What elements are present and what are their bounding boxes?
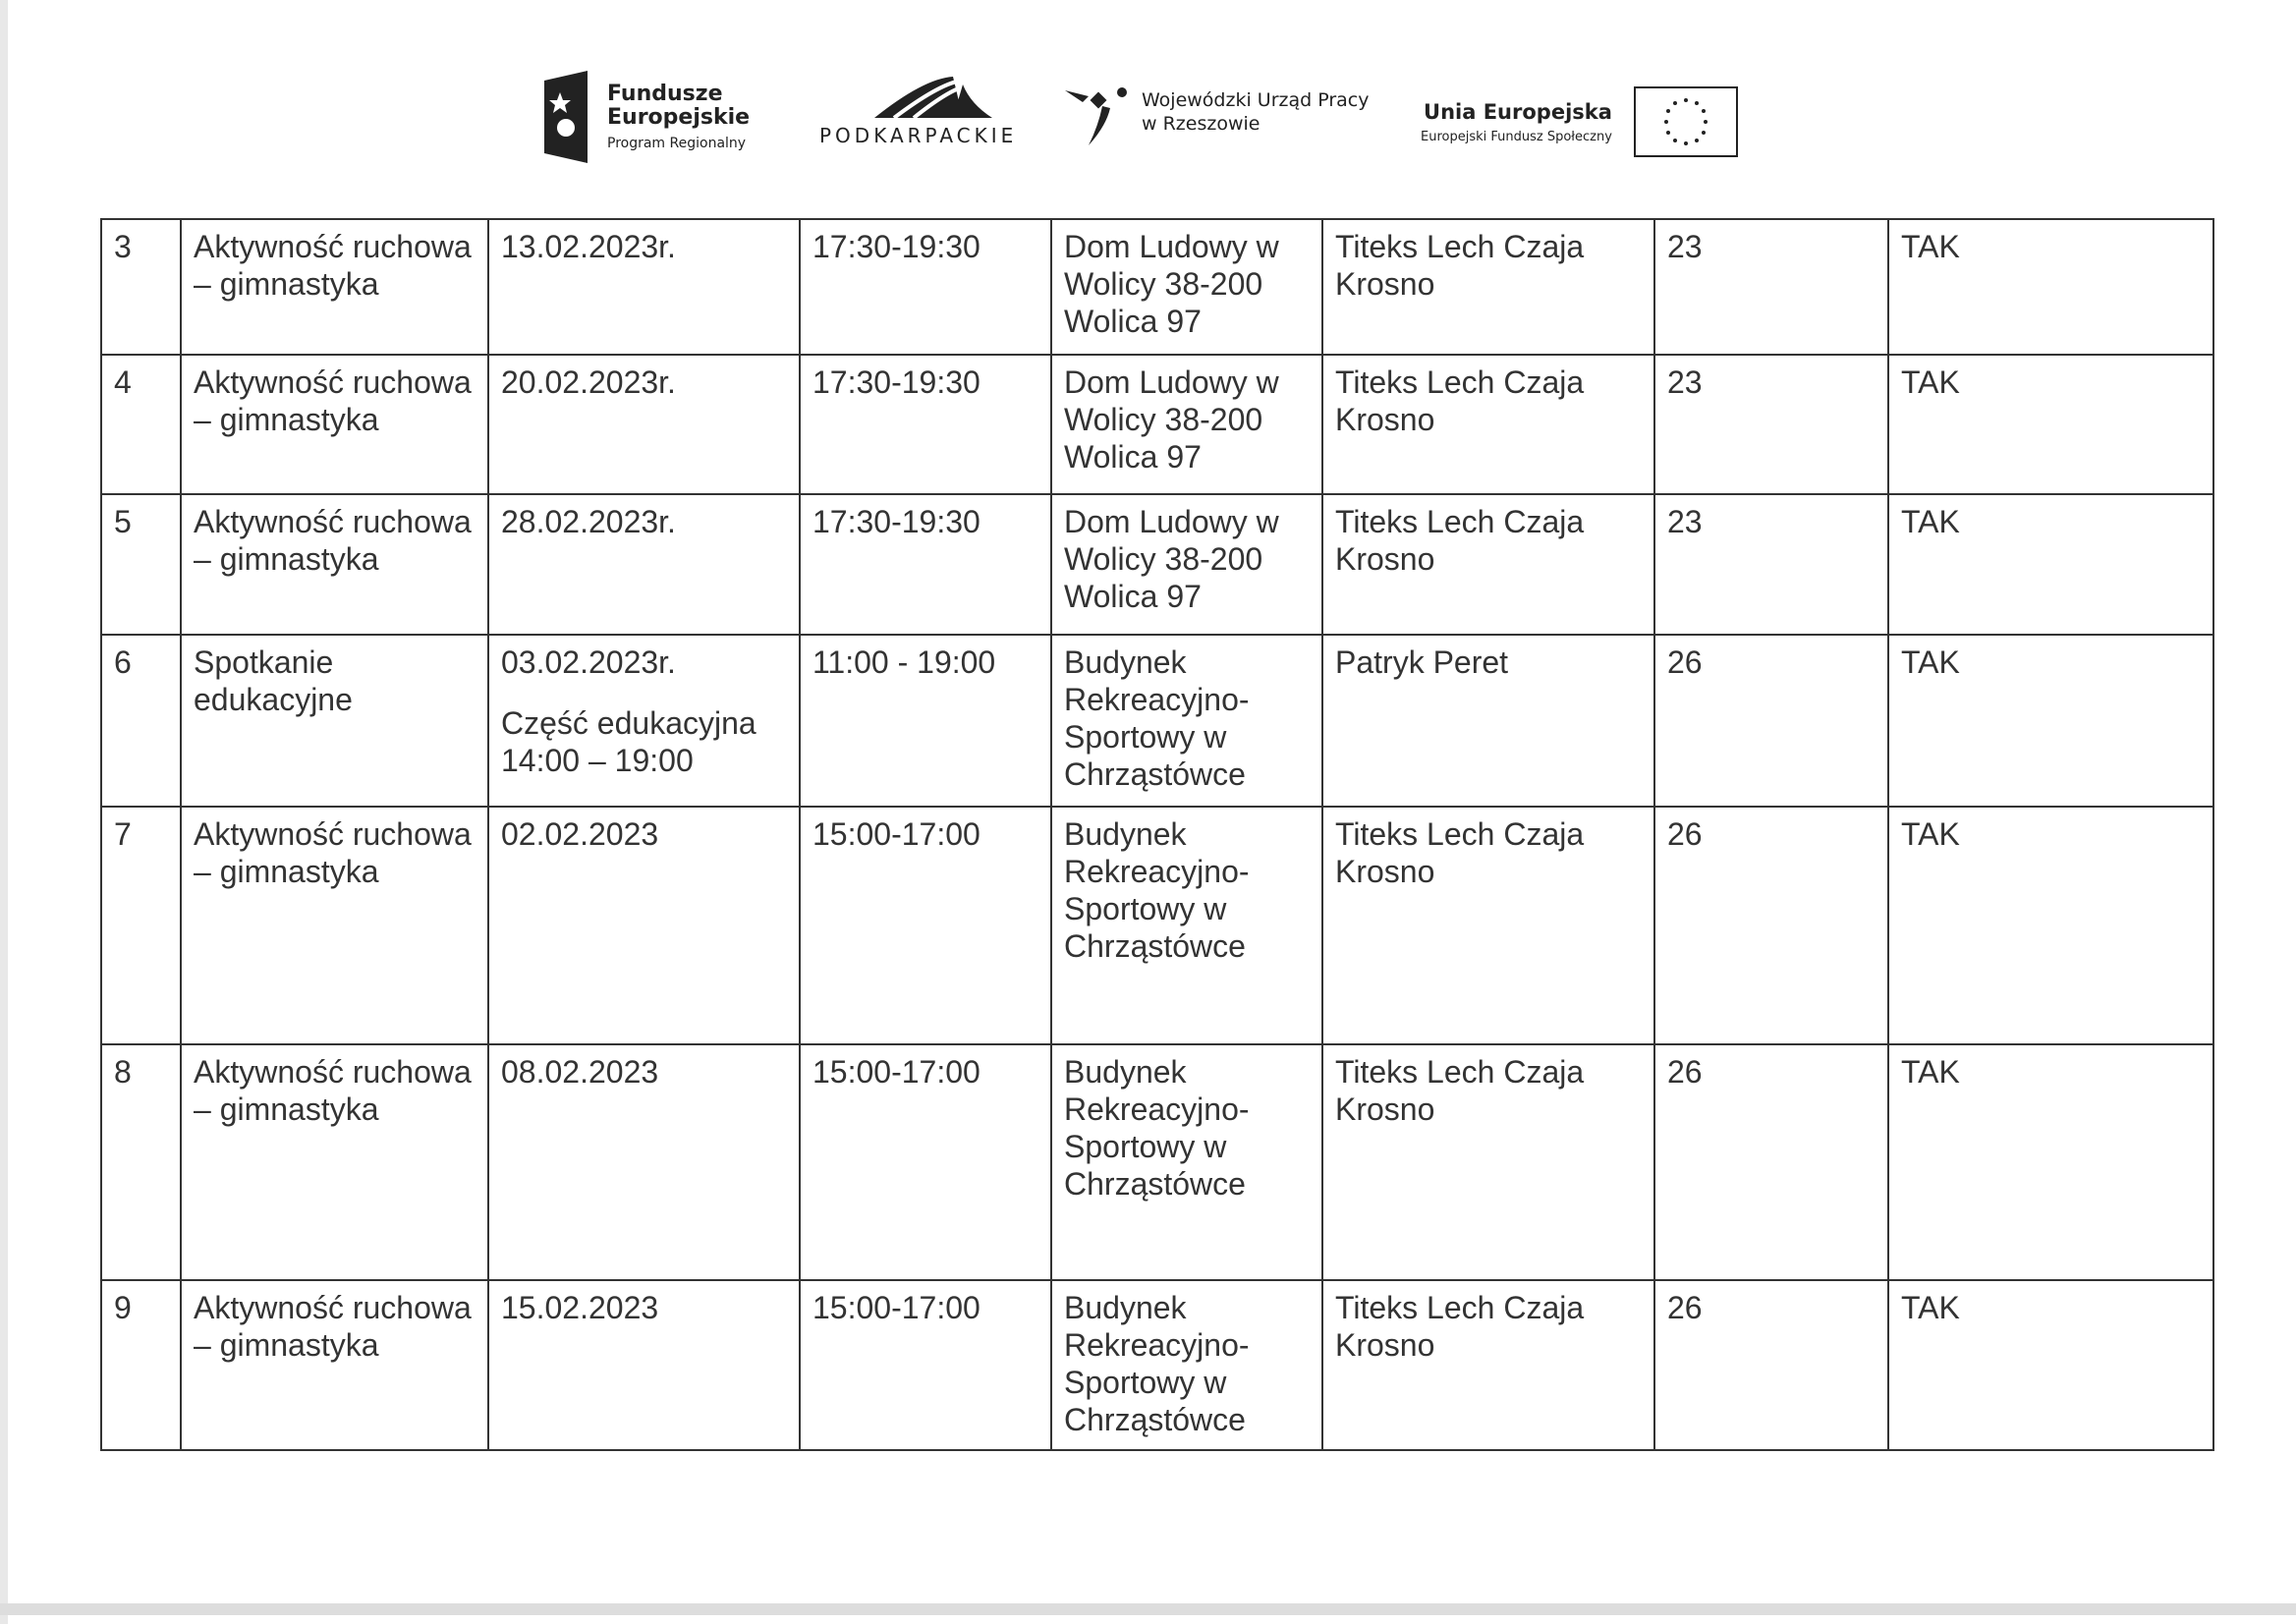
cell-activity-name bbox=[181, 635, 488, 807]
cell-row-number bbox=[101, 494, 181, 635]
time-text: 15:00-17:00 bbox=[812, 1290, 980, 1325]
scan-edge bbox=[0, 1603, 2296, 1615]
activity-name-text: Aktywność ruchowa – gimnastyka bbox=[194, 229, 472, 302]
provider-text: Titeks Lech Czaja Krosno bbox=[1335, 364, 1585, 437]
row-number-text: 6 bbox=[114, 644, 132, 680]
date-text: 08.02.2023 bbox=[501, 1054, 659, 1090]
cell-participant-count bbox=[1654, 1280, 1888, 1450]
time-text: 15:00-17:00 bbox=[812, 1054, 980, 1090]
cell-date bbox=[488, 1280, 800, 1450]
cell-time bbox=[800, 219, 1051, 355]
eu-flag-icon bbox=[1634, 86, 1738, 157]
venue-text: Budynek Rekreacyjno-Sportowy w Chrząstówce bbox=[1064, 816, 1250, 964]
cell-activity-name bbox=[181, 219, 488, 355]
logo-wup: Wojewódzki Urząd Pracy w Rzeszowie bbox=[1063, 77, 1370, 147]
venue-text: Budynek Rekreacyjno-Sportowy w Chrząstówce bbox=[1064, 1290, 1250, 1437]
participant-count-text: 26 bbox=[1667, 1054, 1703, 1090]
cell-date bbox=[488, 1044, 800, 1280]
cell-time bbox=[800, 635, 1051, 807]
participant-count-text: 26 bbox=[1667, 1290, 1703, 1325]
cell-provider bbox=[1322, 494, 1654, 635]
cell-date bbox=[488, 355, 800, 494]
cell-activity-name bbox=[181, 807, 488, 1044]
activity-name-text: Spotkanie edukacyjne bbox=[194, 644, 353, 717]
cell-venue bbox=[1051, 635, 1322, 807]
cell-venue bbox=[1051, 219, 1322, 355]
activity-name-text: Aktywność ruchowa – gimnastyka bbox=[194, 364, 472, 437]
cell-row-number bbox=[101, 1280, 181, 1450]
table-row bbox=[101, 635, 2213, 807]
date-text: 13.02.2023r. bbox=[501, 229, 676, 264]
logo-fundusze-europejskie: Fundusze Europejskie Program Regionalny bbox=[538, 71, 750, 163]
cell-participant-count bbox=[1654, 807, 1888, 1044]
logo-unia-europejska: Unia Europejska Europejski Fundusz Społeczny bbox=[1421, 86, 1738, 157]
logo-podkarpackie: PODKARPACKIE bbox=[819, 75, 1017, 147]
date-text: 20.02.2023r. bbox=[501, 364, 676, 400]
cell-date bbox=[488, 219, 800, 355]
row-number-text: 8 bbox=[114, 1054, 132, 1090]
cell-provider bbox=[1322, 1044, 1654, 1280]
participant-count-text: 23 bbox=[1667, 364, 1703, 400]
cell-status bbox=[1888, 355, 2213, 494]
cell-time bbox=[800, 494, 1051, 635]
cell-participant-count bbox=[1654, 494, 1888, 635]
row-number-text: 7 bbox=[114, 816, 132, 852]
activity-name-text: Aktywność ruchowa – gimnastyka bbox=[194, 504, 472, 577]
table-row bbox=[101, 1044, 2213, 1280]
cell-date bbox=[488, 635, 800, 807]
status-text: TAK bbox=[1901, 644, 1960, 680]
wup-figure-icon bbox=[1063, 77, 1132, 147]
date-text: 02.02.2023 bbox=[501, 816, 659, 852]
cell-status bbox=[1888, 1280, 2213, 1450]
schedule-table bbox=[100, 218, 2214, 1451]
cell-venue bbox=[1051, 355, 1322, 494]
activity-name-text: Aktywność ruchowa – gimnastyka bbox=[194, 1290, 472, 1363]
venue-text: Dom Ludowy w Wolicy 38-200 Wolica 97 bbox=[1064, 229, 1279, 339]
row-number-text: 5 bbox=[114, 504, 132, 539]
scan-edge bbox=[0, 0, 8, 1624]
status-text: TAK bbox=[1901, 1290, 1960, 1325]
status-text: TAK bbox=[1901, 1054, 1960, 1090]
cell-status bbox=[1888, 494, 2213, 635]
cell-time bbox=[800, 807, 1051, 1044]
cell-status bbox=[1888, 219, 2213, 355]
cell-row-number bbox=[101, 807, 181, 1044]
venue-text: Budynek Rekreacyjno-Sportowy w Chrząstówce bbox=[1064, 1054, 1250, 1202]
activity-name-text: Aktywność ruchowa – gimnastyka bbox=[194, 1054, 472, 1127]
time-text: 17:30-19:30 bbox=[812, 229, 980, 264]
fe-star-icon bbox=[538, 71, 589, 163]
time-text: 17:30-19:30 bbox=[812, 504, 980, 539]
provider-text: Titeks Lech Czaja Krosno bbox=[1335, 1054, 1585, 1127]
cell-provider bbox=[1322, 807, 1654, 1044]
cell-date bbox=[488, 807, 800, 1044]
participant-count-text: 23 bbox=[1667, 229, 1703, 264]
provider-text: Titeks Lech Czaja Krosno bbox=[1335, 1290, 1585, 1363]
cell-venue bbox=[1051, 807, 1322, 1044]
cell-date bbox=[488, 494, 800, 635]
cell-venue bbox=[1051, 1280, 1322, 1450]
cell-venue bbox=[1051, 494, 1322, 635]
provider-text: Titeks Lech Czaja Krosno bbox=[1335, 816, 1585, 889]
venue-text: Budynek Rekreacyjno-Sportowy w Chrząstówce bbox=[1064, 644, 1250, 792]
date-text: 15.02.2023 bbox=[501, 1290, 659, 1325]
cell-provider bbox=[1322, 355, 1654, 494]
cell-participant-count bbox=[1654, 635, 1888, 807]
status-text: TAK bbox=[1901, 229, 1960, 264]
date-extra-text: Część edukacyjna 14:00 – 19:00 bbox=[501, 705, 756, 778]
participant-count-text: 26 bbox=[1667, 816, 1703, 852]
table-row bbox=[101, 1280, 2213, 1450]
cell-row-number bbox=[101, 355, 181, 494]
table-row bbox=[101, 219, 2213, 355]
status-text: TAK bbox=[1901, 816, 1960, 852]
participant-count-text: 26 bbox=[1667, 644, 1703, 680]
cell-activity-name bbox=[181, 1280, 488, 1450]
status-text: TAK bbox=[1901, 504, 1960, 539]
status-text: TAK bbox=[1901, 364, 1960, 400]
podkarpackie-mountain-icon bbox=[845, 75, 992, 120]
cell-activity-name bbox=[181, 1044, 488, 1280]
cell-participant-count bbox=[1654, 219, 1888, 355]
cell-activity-name bbox=[181, 494, 488, 635]
time-text: 11:00 - 19:00 bbox=[812, 644, 996, 680]
row-number-text: 4 bbox=[114, 364, 132, 400]
cell-participant-count bbox=[1654, 1044, 1888, 1280]
date-text: 28.02.2023r. bbox=[501, 504, 676, 539]
cell-row-number bbox=[101, 635, 181, 807]
activity-name-text: Aktywność ruchowa – gimnastyka bbox=[194, 816, 472, 889]
cell-provider bbox=[1322, 219, 1654, 355]
time-text: 15:00-17:00 bbox=[812, 816, 980, 852]
cell-status bbox=[1888, 807, 2213, 1044]
venue-text: Dom Ludowy w Wolicy 38-200 Wolica 97 bbox=[1064, 504, 1279, 614]
cell-provider bbox=[1322, 1280, 1654, 1450]
cell-row-number bbox=[101, 219, 181, 355]
cell-row-number bbox=[101, 1044, 181, 1280]
cell-venue bbox=[1051, 1044, 1322, 1280]
date-text: 03.02.2023r. bbox=[501, 644, 676, 680]
cell-time bbox=[800, 1280, 1051, 1450]
table-row bbox=[101, 494, 2213, 635]
table-row bbox=[101, 355, 2213, 494]
cell-time bbox=[800, 1044, 1051, 1280]
row-number-text: 9 bbox=[114, 1290, 132, 1325]
provider-text: Patryk Peret bbox=[1335, 644, 1509, 680]
row-number-text: 3 bbox=[114, 229, 132, 264]
provider-text: Titeks Lech Czaja Krosno bbox=[1335, 229, 1585, 302]
cell-participant-count bbox=[1654, 355, 1888, 494]
cell-activity-name bbox=[181, 355, 488, 494]
cell-status bbox=[1888, 635, 2213, 807]
time-text: 17:30-19:30 bbox=[812, 364, 980, 400]
cell-provider bbox=[1322, 635, 1654, 807]
cell-time bbox=[800, 355, 1051, 494]
venue-text: Dom Ludowy w Wolicy 38-200 Wolica 97 bbox=[1064, 364, 1279, 475]
table-row bbox=[101, 807, 2213, 1044]
cell-status bbox=[1888, 1044, 2213, 1280]
provider-text: Titeks Lech Czaja Krosno bbox=[1335, 504, 1585, 577]
participant-count-text: 23 bbox=[1667, 504, 1703, 539]
